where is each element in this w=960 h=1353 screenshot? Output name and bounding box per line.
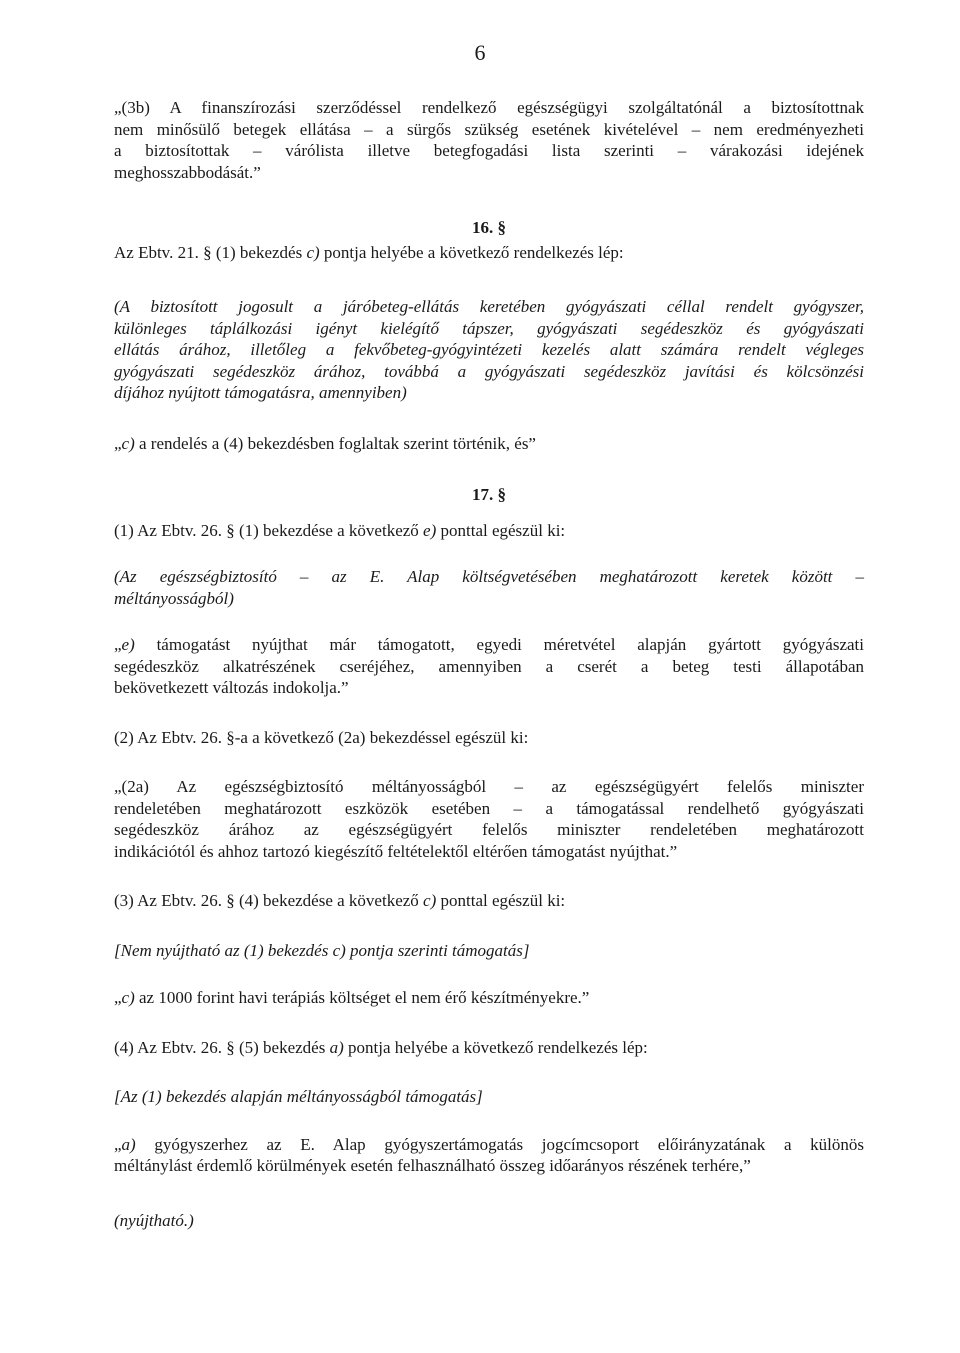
p1-line: meghosszabbodását.”	[114, 162, 261, 182]
p1-line: nem minősülő betegek ellátása – a sürgős szükség esetének kivételével – nem eredményezheti	[114, 119, 864, 139]
amended-point-c-2: „c) az 1000 forint havi terápiás költséget el nem érő készítményekre.”	[114, 988, 590, 1007]
context-italic-block-2: (Az egészségbiztosító – az E. Alap költségvetésében meghatározott keretek között – méltányosságból)	[114, 567, 864, 608]
page-number: 6	[474, 40, 486, 65]
section-heading-17: 17. §	[472, 485, 506, 504]
context-italic-block: (A biztosított jogosult a járóbeteg-ellátás keretében gyógyászati céllal rendelt gyógyszer, különleges táplálkozási igényt kielégítő tápszer, gyógyászati segédeszköz és gyógyászati ellátás árához, illetőleg a fekvőbeteg-gyógyintézeti kezelés alatt számára rendelt végleges gyógyászati segédeszköz árához, továbbá a gyógyászati segédeszköz javítási és kölcsönzési díjához nyújtott támogatásra, amennyiben)	[114, 297, 864, 402]
context-bracket-1: [Nem nyújtható az (1) bekezdés c) pontja szerinti támogatás]	[114, 940, 530, 960]
amended-point-e: „e) támogatást nyújthat már támogatott, egyedi méretvétel alapján gyártott gyógyászati segédeszköz alkatrészének cseréjéhez, amennyiben a cserét a beteg testi állapotában bekövetkezett változás indokolja.”	[114, 635, 864, 697]
amendment-intro-26-3: (3) Az Ebtv. 26. § (4) bekezdése a következő c) ponttal egészül ki:	[114, 891, 566, 910]
p1-line: a biztosítottak – várólista illetve betegfogadási lista szerinti – várakozási idejének	[114, 141, 864, 160]
paragraph-3b	[114, 97, 864, 183]
document-body	[114, 97, 864, 1231]
amendment-intro-21: Az Ebtv. 21. § (1) bekezdés c) pontja helyébe a következő rendelkezés lép:	[114, 242, 624, 262]
p1-line: „(3b) A finanszírozási szerződéssel rendelkező egészségügyi szolgáltatónál a biztosítottnak	[114, 98, 864, 117]
context-bracket-2: [Az (1) bekezdés alapján méltányosságból támogatás]	[114, 1087, 483, 1106]
amended-paragraph-2a: „(2a) Az egészségbiztosító méltányosságból – az egészségügyért felelős miniszter rendeletében meghatározott eszközök esetében – a támogatással rendelhető gyógyászati segédeszköz árához az egészségügyért felelős miniszter rendeletében meghatározott indikációtól és ahhoz tartozó kiegészítő feltételektől eltérően támogatást nyújthat.”	[114, 777, 864, 861]
closing-italic: (nyújtható.)	[114, 1210, 194, 1230]
amended-point-c: „c) a rendelés a (4) bekezdésben foglaltak szerint történik, és”	[114, 433, 536, 453]
amendment-intro-26-2: (2) Az Ebtv. 26. §-a a következő (2a) bekezdéssel egészül ki:	[114, 727, 529, 747]
amendment-intro-26-5: (4) Az Ebtv. 26. § (5) bekezdés a) pontja helyébe a következő rendelkezés lép:	[114, 1037, 648, 1057]
amendment-intro-26-1: (1) Az Ebtv. 26. § (1) bekezdése a következő e) ponttal egészül ki:	[114, 520, 566, 540]
amended-point-a: „a) gyógyszerhez az E. Alap gyógyszertámogatás jogcímcsoport előirányzatának a különös méltánylást érdemlő körülmények esetén felhasználható összeg időarányos részének terhére,”	[114, 1134, 864, 1175]
section-heading-16: 16. §	[472, 218, 506, 237]
